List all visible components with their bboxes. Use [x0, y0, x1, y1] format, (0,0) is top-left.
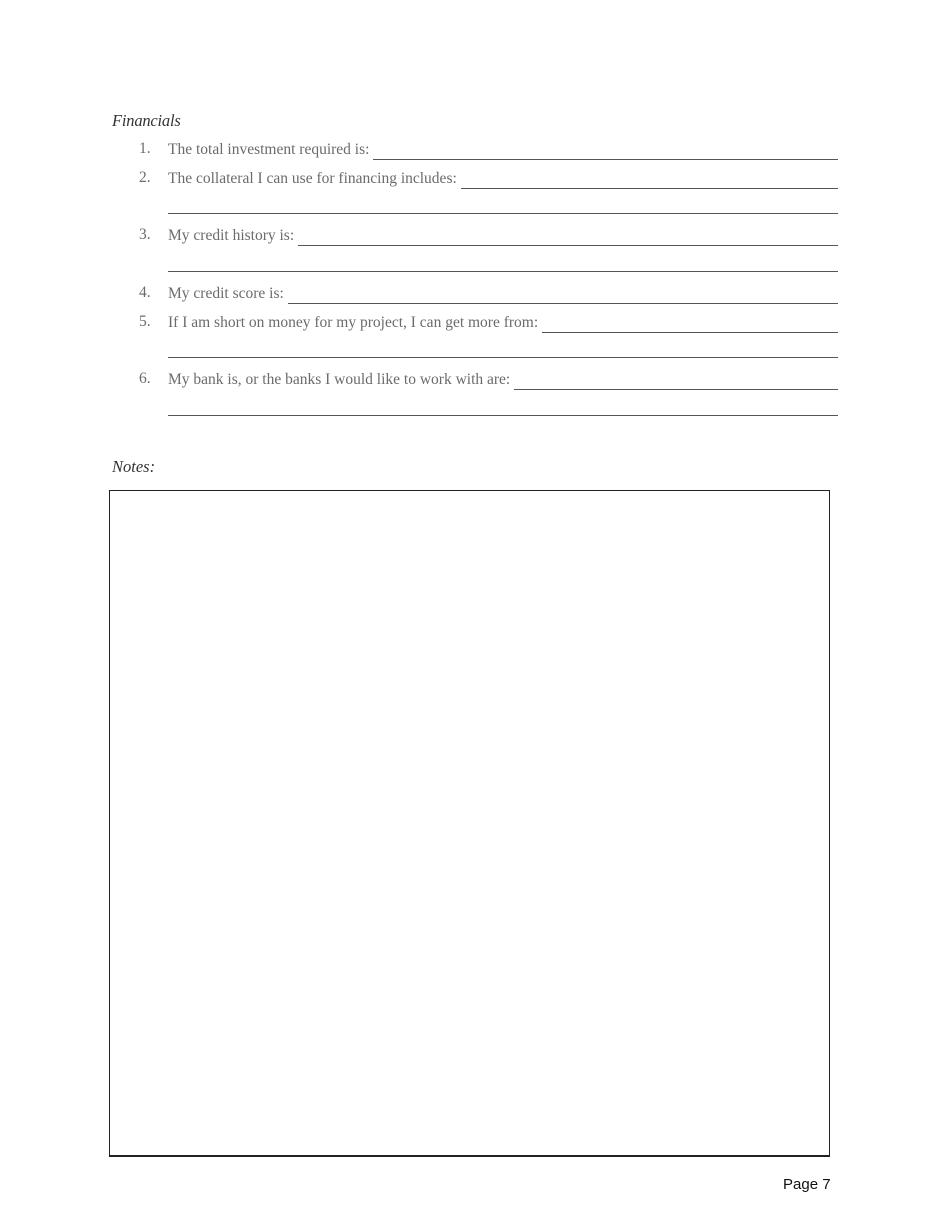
- question-number: 4.: [139, 284, 151, 301]
- question-number: 3.: [139, 226, 151, 243]
- question-row-6: [0, 370, 950, 392]
- answer-line-banks[interactable]: [514, 371, 838, 390]
- question-label: The total investment required is:: [168, 141, 370, 158]
- answer-line-credit-history-continued[interactable]: [168, 271, 838, 272]
- question-row-5: [0, 313, 950, 335]
- answer-line-collateral-continued[interactable]: [168, 213, 838, 214]
- question-label: My credit score is:: [168, 285, 284, 302]
- question-label: If I am short on money for my project, I can get more from:: [168, 314, 539, 331]
- question-row-4: [0, 284, 950, 306]
- answer-line-banks-continued[interactable]: [168, 415, 838, 416]
- question-label: My credit history is:: [168, 227, 295, 244]
- answer-line-extra-funding[interactable]: [542, 314, 838, 333]
- question-number: 1.: [139, 140, 151, 157]
- question-label: My bank is, or the banks I would like to work with are:: [168, 371, 511, 388]
- answer-line-investment[interactable]: [373, 141, 838, 160]
- answer-line-extra-funding-continued[interactable]: [168, 357, 838, 358]
- question-row-3: [0, 226, 950, 248]
- question-row-1: [0, 140, 950, 162]
- notes-box[interactable]: [109, 490, 830, 1157]
- answer-line-collateral[interactable]: [461, 170, 838, 189]
- answer-line-credit-history[interactable]: [298, 227, 838, 246]
- question-number: 5.: [139, 313, 151, 330]
- answer-line-credit-score[interactable]: [288, 285, 838, 304]
- section-title: Financials: [112, 111, 181, 130]
- page-number: Page 7: [783, 1176, 831, 1193]
- notes-title: Notes:: [112, 457, 156, 476]
- question-label: The collateral I can use for financing includes:: [168, 170, 457, 187]
- question-number: 2.: [139, 169, 151, 186]
- question-number: 6.: [139, 370, 151, 387]
- question-row-2: [0, 169, 950, 191]
